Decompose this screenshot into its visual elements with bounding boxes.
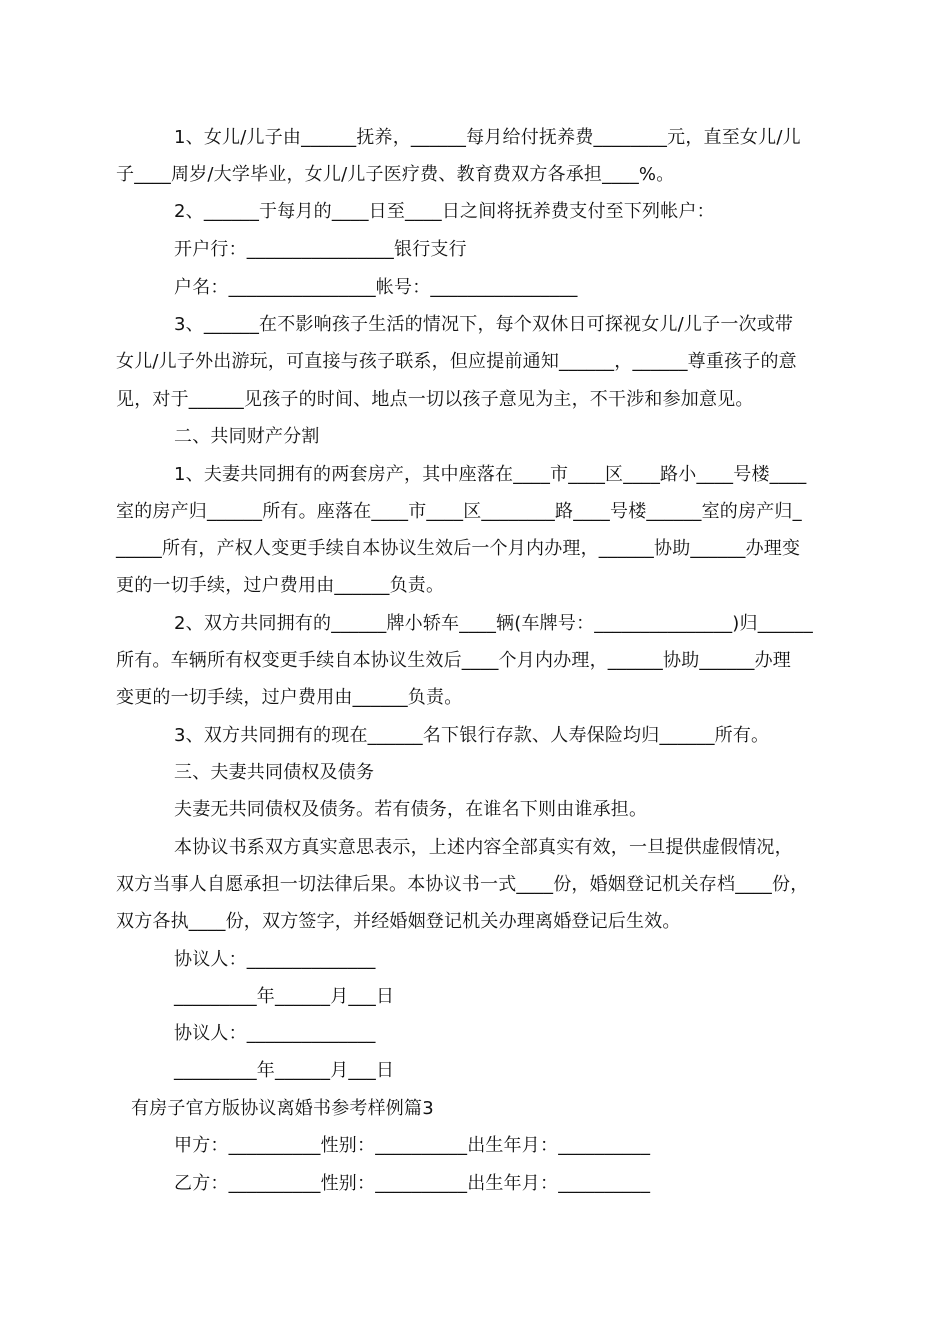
para-line-3: 2、______于每月的____日至____日之间将抚养费支付至下列帐户： bbox=[174, 201, 715, 222]
party-a-line: 甲方：__________性别：__________出生年月：__________ bbox=[174, 1135, 651, 1156]
para-line-20: 本协议书系双方真实意思表示，上述内容全部真实有效，一旦提供虚假情况， bbox=[174, 837, 793, 858]
para-line-15: 所有。车辆所有权变更手续自本协议生效后____个月内办理，______协助______办理 bbox=[116, 650, 791, 671]
bank-line: 开户行：________________银行支行 bbox=[174, 239, 467, 260]
para-line-21: 双方当事人自愿承担一切法律后果。本协议书一式____份，婚姻登记机关存档____份， bbox=[116, 874, 809, 895]
document-title: 有房子官方版协议离婚书参考样例篇3 bbox=[131, 1098, 434, 1119]
para-line-19: 夫妻无共同债权及债务。若有债务，在谁名下则由谁承担。 bbox=[174, 799, 648, 820]
para-line-17: 3、双方共同拥有的现在______名下银行存款、人寿保险均归______所有。 bbox=[174, 725, 770, 746]
signer-line-1: 协议人：______________ bbox=[174, 949, 376, 970]
date-line-2: _________年______月___日 bbox=[174, 1060, 395, 1081]
para-line-22: 双方各执____份，双方签字，并经婚姻登记机关办理离婚登记后生效。 bbox=[116, 911, 681, 932]
para-line-6: 3、______在不影响孩子生活的情况下，每个双休日可探视女儿/儿子一次或带 bbox=[174, 314, 794, 335]
para-line-13: 更的一切手续，过户费用由______负责。 bbox=[116, 575, 445, 596]
para-line-16: 变更的一切手续，过户费用由______负责。 bbox=[116, 687, 463, 708]
para-line-1: 1、女儿/儿子由______抚养，______每月给付抚养费________元，直至女儿/儿 bbox=[174, 127, 801, 148]
signer-line-2: 协议人：______________ bbox=[174, 1023, 376, 1044]
para-line-8: 见，对于______见孩子的时间、地点一切以孩子意见为主，不干涉和参加意见。 bbox=[116, 389, 754, 410]
date-line-1: _________年______月___日 bbox=[174, 986, 395, 1007]
account-line: 户名：________________帐号：________________ bbox=[174, 277, 578, 298]
para-line-2: 子____周岁/大学毕业，女儿/儿子医疗费、教育费双方各承担____%。 bbox=[116, 164, 675, 185]
para-line-7: 女儿/儿子外出游玩，可直接与孩子联系，但应提前通知______，______尊重孩子的意 bbox=[116, 351, 797, 372]
para-line-14: 2、双方共同拥有的______牌小轿车____辆(车牌号：_______________)归______ bbox=[174, 613, 813, 634]
party-b-line: 乙方：__________性别：__________出生年月：__________ bbox=[174, 1173, 651, 1194]
section-heading-2: 二、共同财产分割 bbox=[174, 426, 320, 447]
para-line-12: _____所有，产权人变更手续自本协议生效后一个月内办理，______协助______办理变 bbox=[116, 538, 801, 559]
para-line-11: 室的房产归______所有。座落在____市____区________路____号楼______室的房产归_ bbox=[116, 501, 802, 522]
section-heading-3: 三、夫妻共同债权及债务 bbox=[174, 762, 375, 783]
para-line-10: 1、夫妻共同拥有的两套房产，其中座落在____市____区____路小____号楼____ bbox=[174, 464, 807, 485]
